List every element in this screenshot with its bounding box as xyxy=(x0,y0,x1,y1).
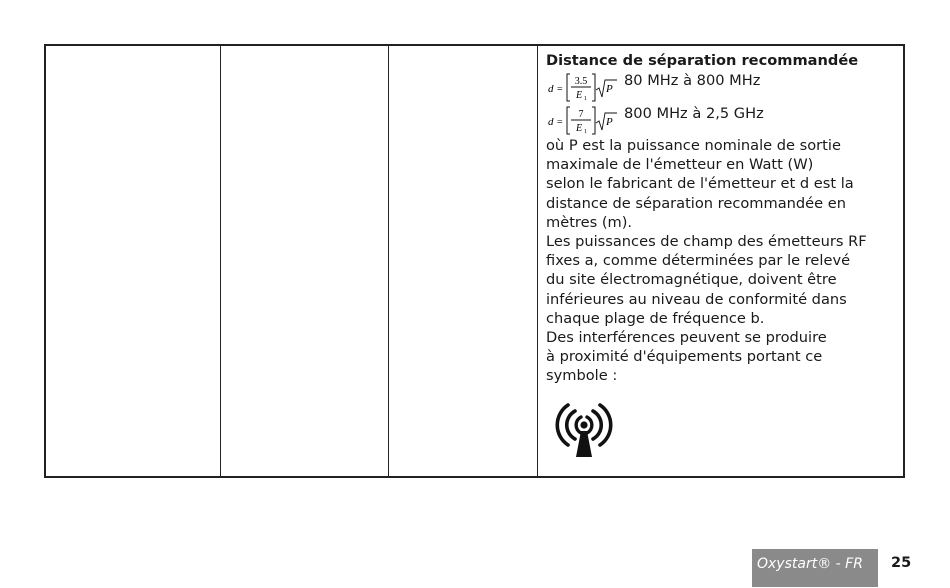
column-divider xyxy=(537,46,538,476)
paragraph-line: chaque plage de fréquence b. xyxy=(546,309,765,327)
paragraph-line: symbole : xyxy=(546,367,618,385)
paragraph-line: à proximité d'équipements portant ce xyxy=(546,348,823,366)
formula-root: P xyxy=(606,83,613,95)
column-divider xyxy=(388,46,389,476)
formula-numerator: 3.5 xyxy=(574,76,588,87)
formula-low xyxy=(546,71,618,103)
non-ionizing-radiation-icon xyxy=(548,394,896,465)
formula-denominator: E xyxy=(576,90,583,101)
paragraph-line: où P est la puissance nominale de sortie xyxy=(546,137,841,154)
frequency-range-high: 800 MHz à 2,5 GHz xyxy=(624,105,764,123)
formula-root: P xyxy=(606,116,613,128)
page-number: 25 xyxy=(891,555,912,571)
recommended-distance-cell xyxy=(546,52,896,465)
formula-denominator: E xyxy=(576,123,583,134)
formula-numerator: 7 xyxy=(578,109,584,120)
paragraph-line: du site électromagnétique, doivent être xyxy=(546,271,837,289)
formula-equals: = xyxy=(557,117,563,128)
emc-table xyxy=(44,44,905,478)
formula-row-high xyxy=(546,104,896,136)
column-divider xyxy=(220,46,221,476)
cell-heading: Distance de séparation recommandée xyxy=(546,52,859,69)
frequency-range-low: 80 MHz à 800 MHz xyxy=(624,72,761,90)
power-definition-paragraph xyxy=(546,136,896,232)
interference-paragraph xyxy=(546,328,896,386)
formula-d: d xyxy=(548,83,554,95)
field-strength-paragraph xyxy=(546,232,896,328)
formula-d: d xyxy=(548,116,554,128)
formula-subscript: 1 xyxy=(584,129,587,135)
formula-row-low xyxy=(546,71,896,103)
formula-equals: = xyxy=(557,84,563,95)
formula-high xyxy=(546,104,618,136)
footer-product-badge: Oxystart® - FR xyxy=(752,549,878,587)
paragraph-line: Les puissances de champ des émetteurs RF xyxy=(546,233,867,251)
paragraph-line: fixes a, comme déterminées par le relevé xyxy=(546,252,851,270)
paragraph-line: maximale de l'émetteur en Watt (W) xyxy=(546,156,814,174)
paragraph-line: inférieures au niveau de conformité dans xyxy=(546,290,847,308)
paragraph-line: selon le fabricant de l'émetteur et d est la xyxy=(546,175,854,193)
paragraph-line: Des interférences peuvent se produire xyxy=(546,329,827,347)
paragraph-line: mètres (m). xyxy=(546,213,633,231)
formula-subscript: 1 xyxy=(584,96,587,102)
paragraph-line: distance de séparation recommandée en xyxy=(546,194,847,212)
